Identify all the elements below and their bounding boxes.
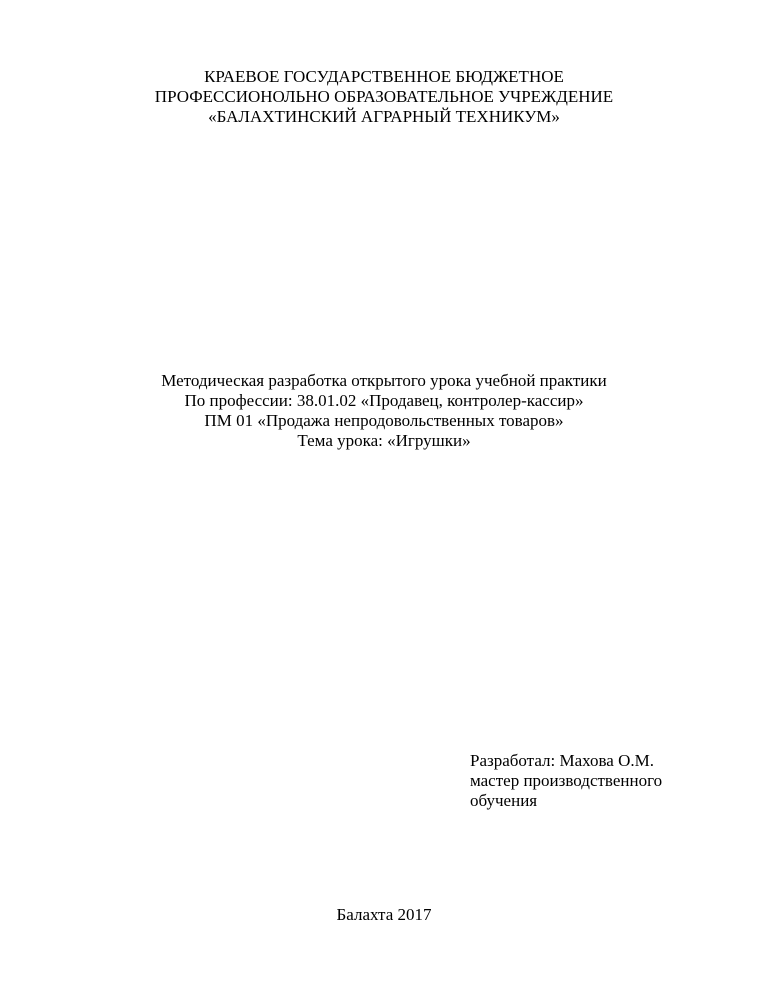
title-line-1: Методическая разработка открытого урока учебной практики: [161, 371, 607, 390]
org-header-line-2: ПРОФЕССИОНОЛЬНО ОБРАЗОВАТЕЛЬНОЕ УЧРЕЖДЕНИЕ: [154, 87, 614, 106]
place-year-text: Балахта 2017: [336, 905, 432, 924]
title-line-2: По профессии: 38.01.02 «Продавец, контролер-кассир»: [184, 391, 584, 410]
author-line-2: мастер производственного: [470, 771, 663, 790]
org-header-line-3: «БАЛАХТИНСКИЙ АГРАРНЫЙ ТЕХНИКУМ»: [208, 107, 560, 126]
author-line-3: обучения: [470, 791, 538, 810]
title-line-4: Тема урока: «Игрушки»: [297, 431, 471, 450]
place-and-year: [0, 905, 768, 925]
author-line-1: Разработал: Махова О.М.: [470, 751, 654, 770]
organization-header: [0, 67, 768, 127]
org-header-line-1: КРАЕВОЕ ГОСУДАРСТВЕННОЕ БЮДЖЕТНОЕ: [204, 67, 564, 86]
title-line-3: ПМ 01 «Продажа непродовольственных товаров»: [204, 411, 564, 430]
author-block: [470, 751, 662, 811]
document-title-block: [0, 371, 768, 451]
